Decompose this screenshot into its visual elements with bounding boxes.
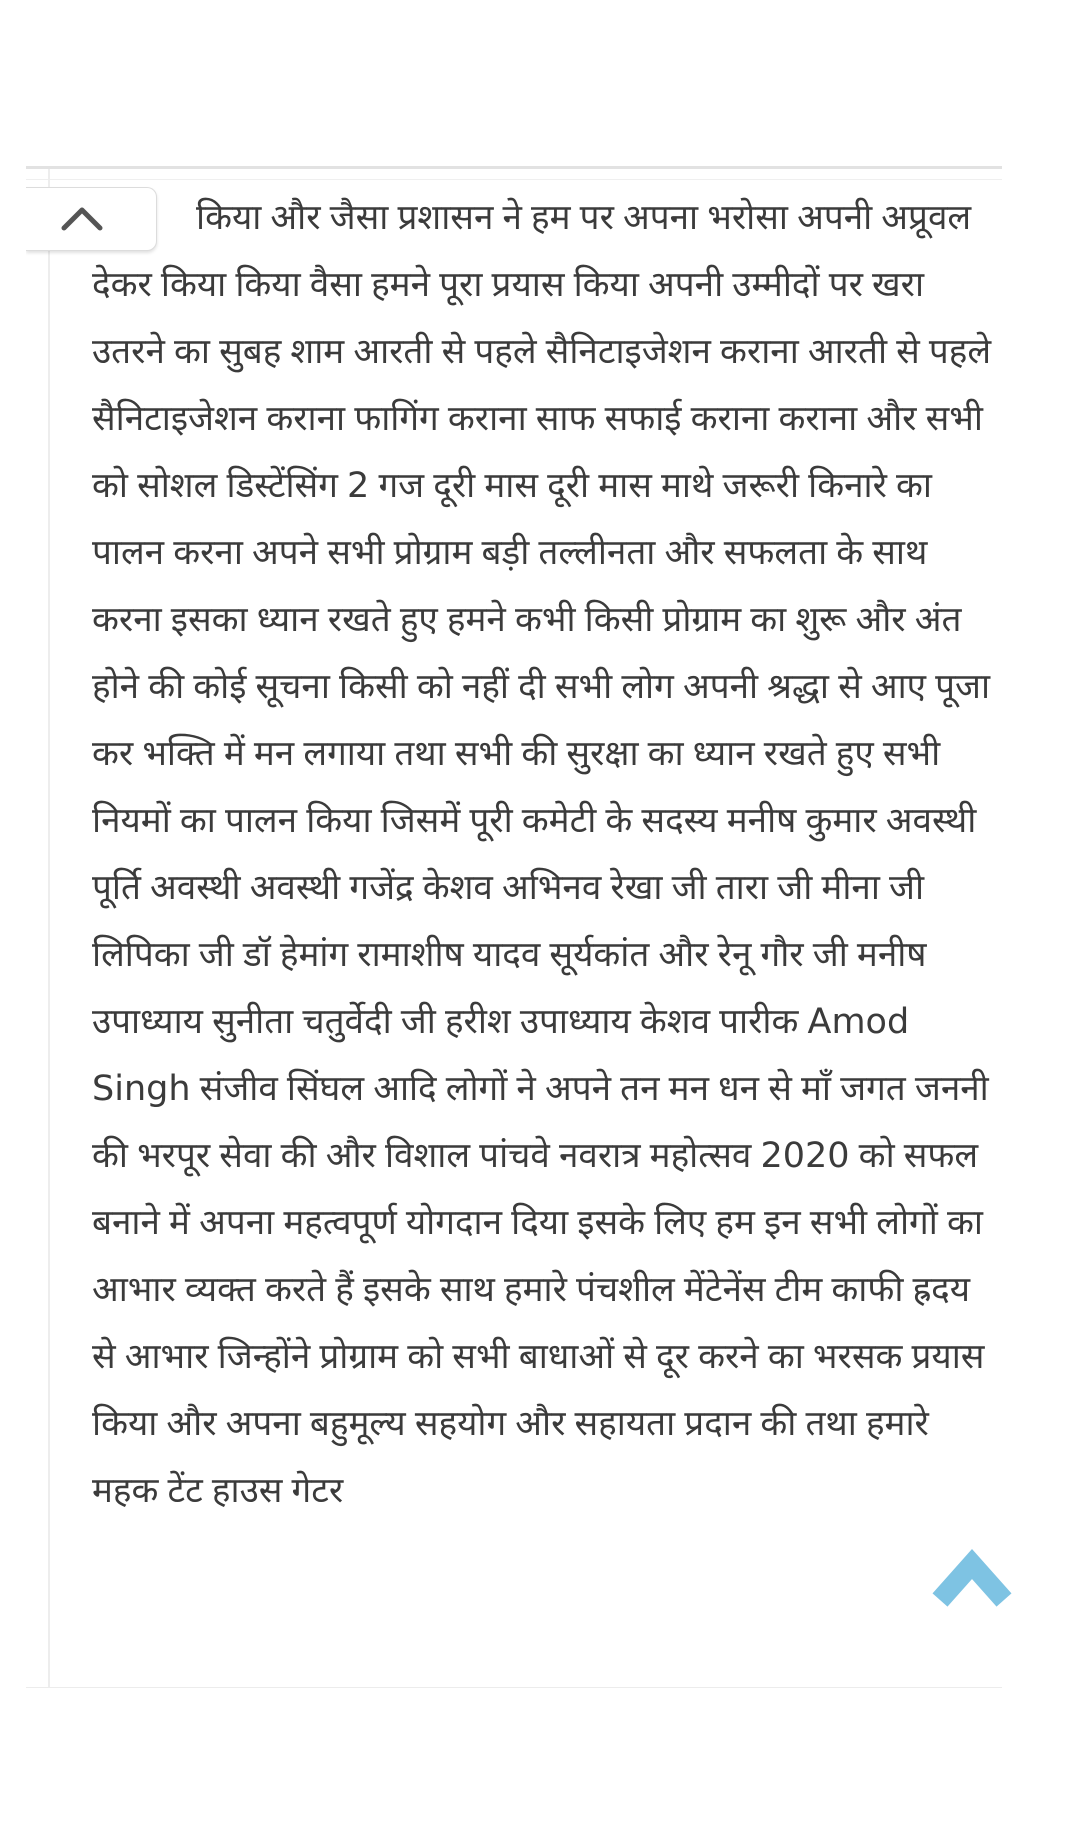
quote-rule <box>48 169 50 1687</box>
collapse-button[interactable] <box>26 187 157 251</box>
chevron-up-icon <box>60 202 104 236</box>
article-text: किया और जैसा प्रशासन ने हम पर अपना भरोसा अपनी अप्रूवल देकर किया किया वैसा हमने पूरा प्रयास किया अपनी उम्मीदों पर खरा उतरने का सुबह शाम आरती से पहले सैनिटाइजेशन कराना आरती से पहले सैनिटाइजेशन कराना फागिंग कराना साफ सफाई कराना कराना और सभी को सोशल डिस्टेंसिंग 2 गज दूरी मास दूरी मास माथे जरूरी किनारे का पालन करना अपने सभी प्रोग्राम बड़ी तल्लीनता और सफलता के साथ करना इसका ध्यान रखते हुए हमने कभी किसी प्रोग्राम का शुरू और अंत होने की कोई सूचना किसी को नहीं दी सभी लोग अपनी श्रद्धा से आए पूजा कर भक्ति में मन लगाया तथा सभी की सुरक्षा का ध्यान रखते हुए सभी नियमों का पालन किया जिसमें पूरी कमेटी के सदस्य मनीष कुमार अवस्थी पूर्ति अवस्थी अवस्थी गजेंद्र केशव अभिनव रेखा जी तारा जी मीना जी लिपिका जी डॉ हेमांग रामाशीष यादव सूर्यकांत और रेनू गौर जी मनीष उपाध्याय सुनीता चतुर्वेदी जी हरीश उपाध्याय केशव पारीक Amod Singh संजीव सिंघल आदि लोगों ने अपने तन मन धन से माँ जगत जननी की भरपूर सेवा की और विशाल पांचवे नवरात्र महोत्सव 2020 को सफल बनाने में अपना महत्वपूर्ण योगदान दिया इसके लिए हम इन सभी लोगों का आभार व्यक्त करते हैं इसके साथ हमारे पंचशील मेंटेनेंस टीम काफी ह्रदय से आभार जिन्होंने प्रोग्राम को सभी बाधाओं से दूर करने का भरसक प्रयास किया और अपना बहुमूल्य सहयोग और सहायता प्रदान की तथा हमारे महक टेंट हाउस गेटर <box>92 198 992 1511</box>
article-viewer[interactable] <box>26 166 1002 1688</box>
top-divider <box>26 179 1002 180</box>
chevron-up-icon <box>930 1540 1030 1610</box>
scroll-to-top-button[interactable] <box>930 1540 1030 1610</box>
